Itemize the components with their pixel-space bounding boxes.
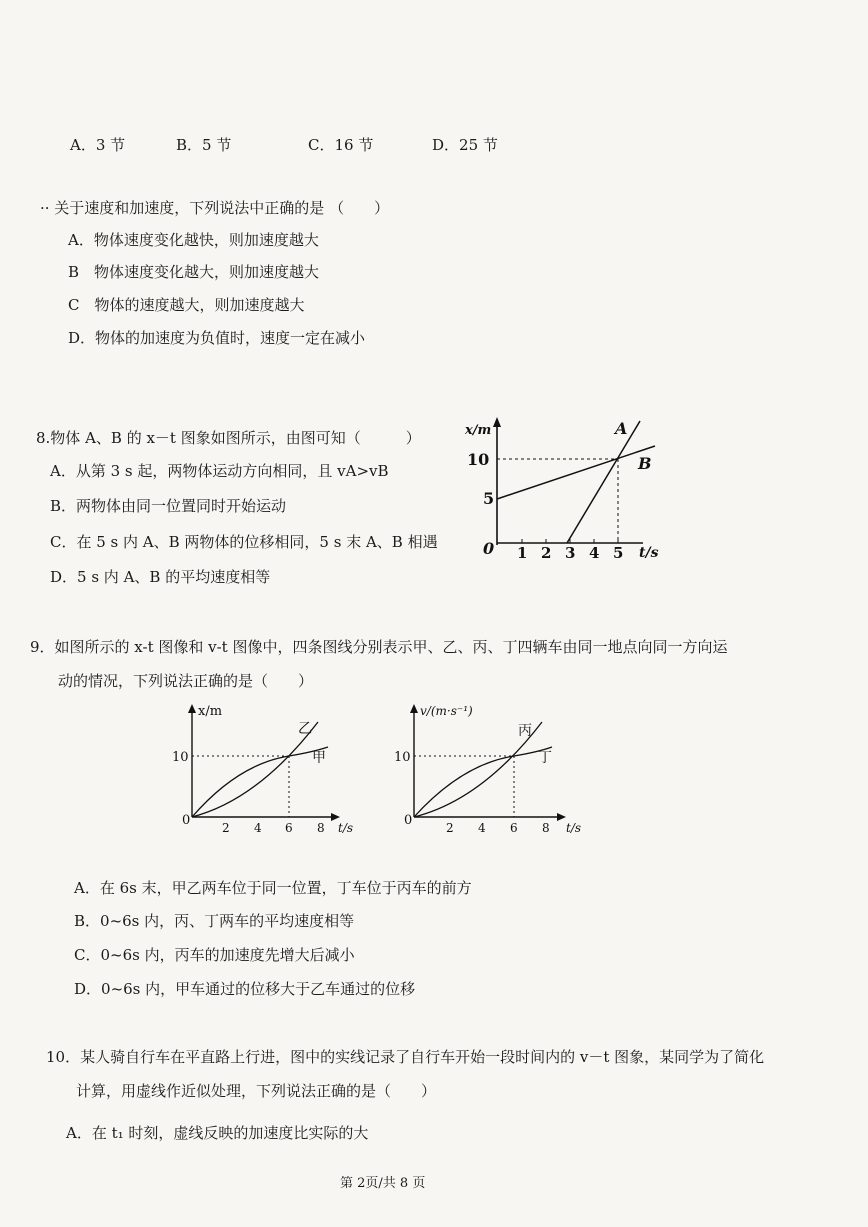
q9-left-x-tick-2: 2 [222, 821, 230, 835]
q9-option-a: A．在 6s 末，甲乙两车位于同一位置，丁车位于丙车的前方 [74, 879, 472, 897]
q8-label-a: A [615, 419, 628, 438]
q9-right-x-tick-8: 8 [542, 821, 550, 835]
q9-right-y-tick: 10 [394, 750, 411, 765]
q8-x-tick-3: 3 [565, 544, 576, 560]
q9-left-y-tick: 10 [172, 750, 189, 765]
q8-y-tick-5: 5 [483, 489, 495, 508]
q9-left-x-tick-6: 6 [285, 821, 293, 835]
q6-option-c: C．16 节 [308, 136, 374, 154]
q7-option-a: A．物体速度变化越快，则加速度越大 [68, 231, 319, 249]
q9-label-bing: 丙 [518, 723, 532, 739]
q9-label-yi: 乙 [298, 721, 312, 737]
q8-option-d: D．5 s 内 A、B 的平均速度相等 [50, 568, 271, 586]
q9-right-y-label: v/(m·s⁻¹) [420, 704, 473, 718]
q9-right-x-tick-2: 2 [446, 821, 454, 835]
q9-right-x-tick-6: 6 [510, 821, 518, 835]
q9-stem-line1: 9．如图所示的 x-t 图像和 v-t 图像中，四条图线分别表示甲、乙、丙、丁四辆车由同一地点向同一方向运 [30, 638, 728, 656]
q9-stem-line2: 动的情况，下列说法正确的是（ ） [58, 672, 314, 690]
q7-option-b: B 物体速度变化越大，则加速度越大 [68, 263, 320, 281]
q10-option-a: A．在 t₁ 时刻，虚线反映的加速度比实际的大 [66, 1124, 369, 1142]
q8-origin: 0 [483, 539, 495, 558]
q6-option-b: B．5 节 [176, 136, 232, 154]
q8-xt-graph [455, 415, 675, 560]
q9-option-b: B．0~6s 内，丙、丁两车的平均速度相等 [74, 912, 355, 930]
q8-option-a: A．从第 3 s 起，两物体运动方向相同，且 vA>vB [50, 462, 389, 480]
q9-left-origin: 0 [182, 813, 191, 828]
q9-right-origin: 0 [404, 813, 413, 828]
q9-left-x-label: t/s [338, 821, 354, 835]
q6-option-a: A．3 节 [70, 136, 126, 154]
q7-stem: ·· 关于速度和加速度，下列说法中正确的是 （ ） [40, 199, 390, 217]
q7-option-c: C 物体的速度越大，则加速度越大 [68, 296, 305, 314]
q8-x-tick-4: 4 [589, 544, 600, 560]
q8-option-b: B．两物体由同一位置同时开始运动 [50, 497, 287, 515]
q9-label-jia: 甲 [312, 750, 326, 766]
q8-option-c: C．在 5 s 内 A、B 两物体的位移相同，5 s 末 A、B 相遇 [50, 533, 438, 551]
q7-option-d: D．物体的加速度为负值时，速度一定在减小 [68, 329, 366, 347]
q8-y-tick-10: 10 [467, 450, 490, 469]
q9-vt-graph [390, 700, 590, 838]
q9-option-c: C．0~6s 内，丙车的加速度先增大后减小 [74, 946, 355, 964]
q10-stem-line1: 10．某人骑自行车在平直路上行进，图中的实线记录了自行车开始一段时间内的 v－t 图象，某同学为了简化 [46, 1048, 765, 1066]
q8-y-label: x/m [465, 423, 492, 438]
q8-x-tick-1: 1 [517, 544, 528, 560]
q8-stem: 8.物体 A、B 的 x－t 图象如图所示，由图可知（ ） [36, 429, 421, 447]
q8-x-tick-2: 2 [541, 544, 552, 560]
page-number: 第 2页/共 8 页 [340, 1176, 426, 1191]
q10-stem-line2: 计算，用虚线作近似处理，下列说法正确的是（ ） [76, 1082, 437, 1100]
q8-x-tick-5: 5 [613, 544, 624, 560]
q8-line-b [497, 446, 655, 499]
q9-option-d: D．0~6s 内，甲车通过的位移大于乙车通过的位移 [74, 980, 416, 998]
q9-right-x-label: t/s [566, 821, 582, 835]
q9-xt-graph [168, 700, 358, 838]
q9-left-y-label: x/m [198, 704, 223, 719]
q8-x-label: t/s [639, 545, 659, 560]
q6-option-d: D．25 节 [432, 136, 498, 154]
q9-right-x-tick-4: 4 [478, 821, 486, 835]
q8-y-arrow [493, 417, 501, 427]
q9-label-ding: 丁 [538, 750, 552, 766]
q9-left-x-tick-4: 4 [254, 821, 262, 835]
q9-left-x-tick-8: 8 [317, 821, 325, 835]
q8-line-a [567, 421, 640, 543]
q8-label-b: B [638, 454, 652, 473]
